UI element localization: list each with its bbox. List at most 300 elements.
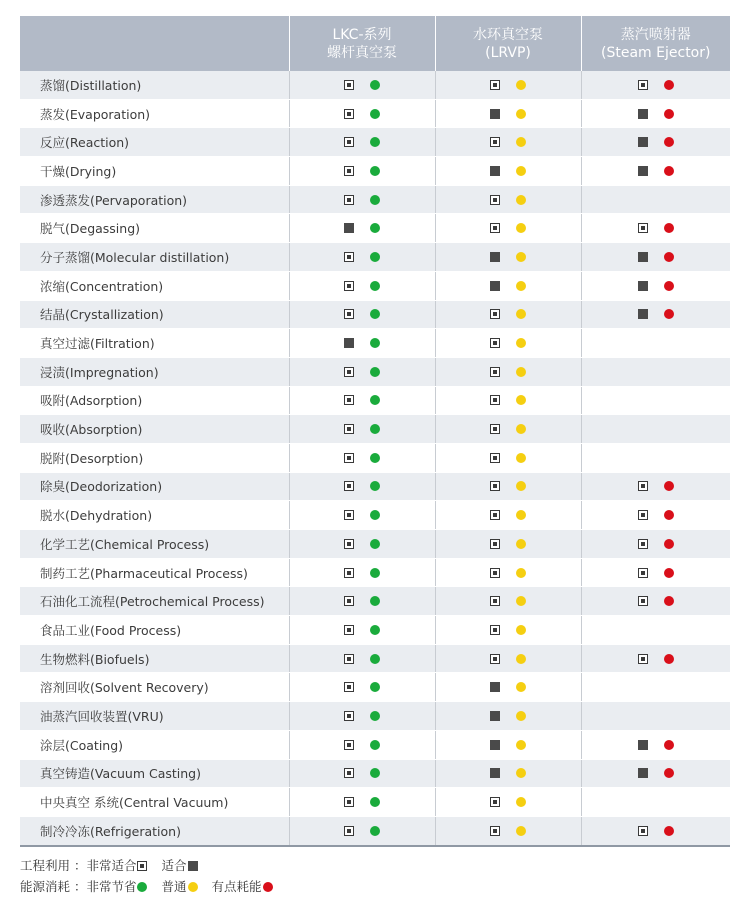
row-label: 脱气(Degassing) — [20, 214, 289, 243]
cell-lkc — [289, 386, 435, 415]
cell-lkc — [289, 415, 435, 444]
table-row — [20, 472, 730, 501]
green-dot-icon — [137, 882, 147, 892]
table-row — [20, 214, 730, 243]
cell-lkc — [289, 501, 435, 530]
cell-steam — [581, 644, 730, 673]
yellow-dot-icon — [516, 166, 526, 176]
cell-steam — [581, 300, 730, 329]
very-suitable-square-icon — [344, 109, 354, 119]
yellow-dot-icon — [516, 80, 526, 90]
suitable-square-icon — [638, 740, 648, 750]
yellow-dot-icon — [516, 453, 526, 463]
cell-lkc — [289, 759, 435, 788]
cell-lkc — [289, 99, 435, 128]
green-dot-icon — [370, 768, 380, 778]
cell-lkc — [289, 730, 435, 759]
very-suitable-square-icon — [490, 453, 500, 463]
comparison-table — [20, 16, 730, 847]
row-label: 溶剂回收(Solvent Recovery) — [20, 673, 289, 702]
cell-lkc — [289, 71, 435, 99]
suitable-square-icon — [638, 281, 648, 291]
green-dot-icon — [370, 510, 380, 520]
very-suitable-square-icon — [490, 137, 500, 147]
row-label: 制冷冷冻(Refrigeration) — [20, 816, 289, 845]
cell-steam — [581, 501, 730, 530]
yellow-dot-icon — [516, 740, 526, 750]
cell-lkc — [289, 530, 435, 559]
cell-lkc — [289, 243, 435, 272]
suitable-square-icon — [638, 309, 648, 319]
red-dot-icon — [664, 510, 674, 520]
header-steam-line2: (Steam Ejector) — [601, 44, 711, 61]
legend-engineering-label: 工程利用 ：非常适合 — [20, 858, 137, 873]
yellow-dot-icon — [516, 281, 526, 291]
header-lrvp — [435, 16, 581, 71]
yellow-dot-icon — [516, 711, 526, 721]
green-dot-icon — [370, 539, 380, 549]
very-suitable-square-icon — [490, 195, 500, 205]
legend-normal-label: 普通 — [161, 879, 187, 894]
table-row — [20, 587, 730, 616]
suitable-square-icon — [490, 740, 500, 750]
header-lkc-line1: LKC-系列 — [332, 26, 392, 43]
green-dot-icon — [370, 826, 380, 836]
legend-energy — [20, 876, 273, 897]
cell-steam — [581, 357, 730, 386]
red-dot-icon — [664, 166, 674, 176]
suitable-square-icon — [344, 338, 354, 348]
yellow-dot-icon — [516, 338, 526, 348]
green-dot-icon — [370, 223, 380, 233]
cell-lrvp — [435, 185, 581, 214]
cell-lkc — [289, 443, 435, 472]
green-dot-icon — [370, 252, 380, 262]
table-row — [20, 759, 730, 788]
row-label: 食品工业(Food Process) — [20, 616, 289, 645]
very-suitable-square-icon — [490, 539, 500, 549]
cell-lrvp — [435, 587, 581, 616]
table-row — [20, 730, 730, 759]
cell-lkc — [289, 644, 435, 673]
cell-lrvp — [435, 214, 581, 243]
table-row — [20, 157, 730, 186]
table-row — [20, 300, 730, 329]
cell-steam — [581, 730, 730, 759]
cell-lrvp — [435, 501, 581, 530]
yellow-dot-icon — [188, 882, 198, 892]
yellow-dot-icon — [516, 481, 526, 491]
table-row — [20, 616, 730, 645]
very-suitable-square-icon — [137, 861, 147, 871]
red-dot-icon — [664, 539, 674, 549]
very-suitable-square-icon — [344, 740, 354, 750]
header-lrvp-line2: (LRVP) — [485, 44, 531, 61]
table-row — [20, 243, 730, 272]
suitable-square-icon — [638, 166, 648, 176]
table-row — [20, 558, 730, 587]
cell-lkc — [289, 472, 435, 501]
cell-lrvp — [435, 357, 581, 386]
row-label: 分子蒸馏(Molecular distillation) — [20, 243, 289, 272]
cell-lrvp — [435, 443, 581, 472]
very-suitable-square-icon — [490, 625, 500, 635]
very-suitable-square-icon — [490, 596, 500, 606]
suitable-square-icon — [638, 137, 648, 147]
green-dot-icon — [370, 338, 380, 348]
very-suitable-square-icon — [344, 424, 354, 434]
row-label: 石油化工流程(Petrochemical Process) — [20, 587, 289, 616]
cell-steam — [581, 271, 730, 300]
table-row — [20, 329, 730, 358]
cell-lrvp — [435, 616, 581, 645]
very-suitable-square-icon — [490, 80, 500, 90]
cell-lrvp — [435, 788, 581, 817]
cell-steam — [581, 415, 730, 444]
yellow-dot-icon — [516, 395, 526, 405]
cell-lrvp — [435, 415, 581, 444]
cell-steam — [581, 759, 730, 788]
very-suitable-square-icon — [638, 510, 648, 520]
green-dot-icon — [370, 596, 380, 606]
table-row — [20, 128, 730, 157]
suitable-square-icon — [490, 166, 500, 176]
very-suitable-square-icon — [344, 625, 354, 635]
red-dot-icon — [664, 137, 674, 147]
yellow-dot-icon — [516, 195, 526, 205]
row-label: 脱水(Dehydration) — [20, 501, 289, 530]
very-suitable-square-icon — [344, 166, 354, 176]
red-dot-icon — [664, 109, 674, 119]
red-dot-icon — [664, 80, 674, 90]
table-row — [20, 644, 730, 673]
very-suitable-square-icon — [344, 481, 354, 491]
cell-lrvp — [435, 472, 581, 501]
cell-lrvp — [435, 99, 581, 128]
very-suitable-square-icon — [344, 309, 354, 319]
cell-lkc — [289, 128, 435, 157]
cell-lrvp — [435, 329, 581, 358]
cell-lrvp — [435, 673, 581, 702]
very-suitable-square-icon — [490, 826, 500, 836]
very-suitable-square-icon — [344, 395, 354, 405]
cell-steam — [581, 788, 730, 817]
table-row — [20, 71, 730, 99]
very-suitable-square-icon — [344, 252, 354, 262]
very-suitable-square-icon — [490, 338, 500, 348]
cell-steam — [581, 185, 730, 214]
cell-steam — [581, 443, 730, 472]
very-suitable-square-icon — [490, 424, 500, 434]
cell-lkc — [289, 616, 435, 645]
cell-lrvp — [435, 386, 581, 415]
yellow-dot-icon — [516, 826, 526, 836]
cell-steam — [581, 386, 730, 415]
cell-steam — [581, 816, 730, 845]
yellow-dot-icon — [516, 424, 526, 434]
very-suitable-square-icon — [638, 654, 648, 664]
yellow-dot-icon — [516, 768, 526, 778]
cell-lrvp — [435, 128, 581, 157]
header-lrvp-line1: 水环真空泵 — [473, 26, 543, 43]
very-suitable-square-icon — [490, 309, 500, 319]
table-row — [20, 788, 730, 817]
row-label: 浸渍(Impregnation) — [20, 357, 289, 386]
suitable-square-icon — [638, 768, 648, 778]
very-suitable-square-icon — [638, 826, 648, 836]
cell-steam — [581, 587, 730, 616]
cell-steam — [581, 673, 730, 702]
green-dot-icon — [370, 166, 380, 176]
cell-lkc — [289, 185, 435, 214]
red-dot-icon — [664, 309, 674, 319]
row-label: 除臭(Deodorization) — [20, 472, 289, 501]
cell-lrvp — [435, 157, 581, 186]
header-steam-line1: 蒸汽喷射器 — [620, 26, 691, 43]
cell-lrvp — [435, 271, 581, 300]
suitable-square-icon — [638, 252, 648, 262]
very-suitable-square-icon — [344, 826, 354, 836]
yellow-dot-icon — [516, 137, 526, 147]
cell-lkc — [289, 788, 435, 817]
very-suitable-square-icon — [490, 223, 500, 233]
cell-steam — [581, 702, 730, 731]
very-suitable-square-icon — [344, 682, 354, 692]
row-label: 结晶(Crystallization) — [20, 300, 289, 329]
table-row — [20, 673, 730, 702]
table-row — [20, 271, 730, 300]
cell-steam — [581, 157, 730, 186]
yellow-dot-icon — [516, 654, 526, 664]
cell-steam — [581, 243, 730, 272]
suitable-square-icon — [490, 281, 500, 291]
cell-lkc — [289, 587, 435, 616]
very-suitable-square-icon — [344, 195, 354, 205]
cell-lkc — [289, 558, 435, 587]
suitable-square-icon — [490, 711, 500, 721]
very-suitable-square-icon — [490, 568, 500, 578]
yellow-dot-icon — [516, 223, 526, 233]
very-suitable-square-icon — [344, 568, 354, 578]
very-suitable-square-icon — [344, 768, 354, 778]
very-suitable-square-icon — [344, 797, 354, 807]
table-header-row — [20, 16, 730, 71]
yellow-dot-icon — [516, 539, 526, 549]
cell-steam — [581, 558, 730, 587]
cell-lkc — [289, 673, 435, 702]
row-label: 吸附(Adsorption) — [20, 386, 289, 415]
header-lkc — [289, 16, 435, 71]
green-dot-icon — [370, 797, 380, 807]
green-dot-icon — [370, 109, 380, 119]
row-label: 干燥(Drying) — [20, 157, 289, 186]
very-suitable-square-icon — [490, 367, 500, 377]
row-label: 油蒸汽回收装置(VRU) — [20, 702, 289, 731]
cell-lrvp — [435, 730, 581, 759]
suitable-square-icon — [638, 109, 648, 119]
legend-suitable-label: 适合 — [161, 858, 187, 873]
cell-lrvp — [435, 816, 581, 845]
cell-steam — [581, 472, 730, 501]
table-row — [20, 816, 730, 845]
header-blank — [20, 16, 289, 71]
row-label: 化学工艺(Chemical Process) — [20, 530, 289, 559]
cell-lkc — [289, 300, 435, 329]
red-dot-icon — [664, 826, 674, 836]
cell-steam — [581, 128, 730, 157]
table-body — [20, 71, 730, 846]
very-suitable-square-icon — [638, 596, 648, 606]
legend-high-label: 有点耗能 — [211, 879, 262, 894]
yellow-dot-icon — [516, 367, 526, 377]
very-suitable-square-icon — [344, 510, 354, 520]
very-suitable-square-icon — [638, 568, 648, 578]
row-label: 中央真空 系统(Central Vacuum) — [20, 788, 289, 817]
table-row — [20, 530, 730, 559]
legend-energy-label: 能源消耗 ：非常节省 — [20, 879, 137, 894]
red-dot-icon — [664, 281, 674, 291]
very-suitable-square-icon — [344, 367, 354, 377]
red-dot-icon — [664, 596, 674, 606]
cell-lrvp — [435, 702, 581, 731]
table-row — [20, 185, 730, 214]
cell-lkc — [289, 271, 435, 300]
green-dot-icon — [370, 568, 380, 578]
green-dot-icon — [370, 654, 380, 664]
cell-lkc — [289, 702, 435, 731]
green-dot-icon — [370, 682, 380, 692]
yellow-dot-icon — [516, 309, 526, 319]
green-dot-icon — [370, 625, 380, 635]
green-dot-icon — [370, 424, 380, 434]
suitable-square-icon — [188, 861, 198, 871]
row-label: 制药工艺(Pharmaceutical Process) — [20, 558, 289, 587]
yellow-dot-icon — [516, 252, 526, 262]
yellow-dot-icon — [516, 797, 526, 807]
red-dot-icon — [664, 252, 674, 262]
cell-lkc — [289, 157, 435, 186]
very-suitable-square-icon — [490, 395, 500, 405]
cell-steam — [581, 530, 730, 559]
cell-lkc — [289, 329, 435, 358]
yellow-dot-icon — [516, 596, 526, 606]
cell-lrvp — [435, 300, 581, 329]
very-suitable-square-icon — [344, 80, 354, 90]
green-dot-icon — [370, 80, 380, 90]
very-suitable-square-icon — [344, 281, 354, 291]
very-suitable-square-icon — [344, 654, 354, 664]
yellow-dot-icon — [516, 568, 526, 578]
table-row — [20, 357, 730, 386]
green-dot-icon — [370, 309, 380, 319]
suitable-square-icon — [490, 252, 500, 262]
cell-lrvp — [435, 243, 581, 272]
row-label: 渗透蒸发(Pervaporation) — [20, 185, 289, 214]
green-dot-icon — [370, 137, 380, 147]
green-dot-icon — [370, 281, 380, 291]
very-suitable-square-icon — [638, 481, 648, 491]
yellow-dot-icon — [516, 682, 526, 692]
red-dot-icon — [664, 740, 674, 750]
header-steam-ejector — [581, 16, 730, 71]
yellow-dot-icon — [516, 109, 526, 119]
row-label: 蒸发(Evaporation) — [20, 99, 289, 128]
very-suitable-square-icon — [344, 453, 354, 463]
table-row — [20, 501, 730, 530]
row-label: 蒸馏(Distillation) — [20, 71, 289, 99]
red-dot-icon — [664, 768, 674, 778]
table-row — [20, 415, 730, 444]
very-suitable-square-icon — [638, 223, 648, 233]
red-dot-icon — [664, 223, 674, 233]
table-row — [20, 443, 730, 472]
legend-engineering — [20, 855, 273, 876]
very-suitable-square-icon — [344, 137, 354, 147]
very-suitable-square-icon — [638, 539, 648, 549]
row-label: 脱附(Desorption) — [20, 443, 289, 472]
green-dot-icon — [370, 740, 380, 750]
suitable-square-icon — [490, 682, 500, 692]
green-dot-icon — [370, 195, 380, 205]
table-row — [20, 386, 730, 415]
cell-steam — [581, 214, 730, 243]
green-dot-icon — [370, 481, 380, 491]
row-label: 生物燃料(Biofuels) — [20, 644, 289, 673]
very-suitable-square-icon — [490, 797, 500, 807]
row-label: 浓缩(Concentration) — [20, 271, 289, 300]
cell-lkc — [289, 214, 435, 243]
cell-steam — [581, 329, 730, 358]
row-label: 真空铸造(Vacuum Casting) — [20, 759, 289, 788]
suitable-square-icon — [490, 109, 500, 119]
row-label: 真空过滤(Filtration) — [20, 329, 289, 358]
very-suitable-square-icon — [490, 510, 500, 520]
row-label: 吸收(Absorption) — [20, 415, 289, 444]
cell-lrvp — [435, 71, 581, 99]
cell-lrvp — [435, 644, 581, 673]
very-suitable-square-icon — [638, 80, 648, 90]
cell-steam — [581, 616, 730, 645]
very-suitable-square-icon — [344, 596, 354, 606]
very-suitable-square-icon — [344, 711, 354, 721]
yellow-dot-icon — [516, 510, 526, 520]
cell-lrvp — [435, 759, 581, 788]
suitable-square-icon — [490, 768, 500, 778]
red-dot-icon — [664, 568, 674, 578]
header-lkc-line2: 螺杆真空泵 — [327, 44, 397, 61]
green-dot-icon — [370, 395, 380, 405]
suitable-square-icon — [344, 223, 354, 233]
legend — [20, 855, 273, 897]
green-dot-icon — [370, 367, 380, 377]
row-label: 反应(Reaction) — [20, 128, 289, 157]
cell-lrvp — [435, 558, 581, 587]
very-suitable-square-icon — [490, 481, 500, 491]
red-dot-icon — [263, 882, 273, 892]
table-row — [20, 99, 730, 128]
row-label: 涂层(Coating) — [20, 730, 289, 759]
cell-lrvp — [435, 530, 581, 559]
red-dot-icon — [664, 654, 674, 664]
yellow-dot-icon — [516, 625, 526, 635]
green-dot-icon — [370, 453, 380, 463]
cell-lkc — [289, 816, 435, 845]
table-row — [20, 702, 730, 731]
red-dot-icon — [664, 481, 674, 491]
cell-steam — [581, 99, 730, 128]
cell-steam — [581, 71, 730, 99]
very-suitable-square-icon — [344, 539, 354, 549]
